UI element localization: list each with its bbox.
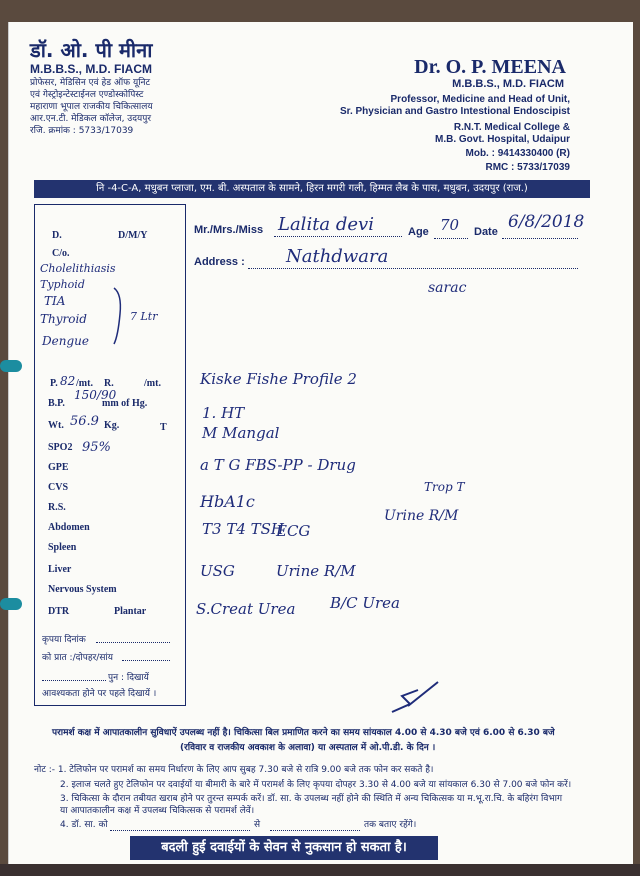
weight-unit: Kg. (104, 420, 120, 431)
followup-time-label: को प्रात :/दोपहर/सांय (42, 653, 113, 663)
bracket-mark (112, 286, 128, 346)
patient-address-value: Nathdwara (286, 246, 389, 267)
spo2-label: SPO2 (48, 442, 73, 453)
rx-line: HbA1c (200, 492, 255, 511)
address-label: Address : (194, 256, 245, 268)
rx-line: 1. HT (202, 404, 245, 422)
english-line: Professor, Medicine and Head of Unit, (390, 94, 570, 105)
cvs-label: CVS (48, 482, 69, 493)
binder-ring (0, 360, 22, 372)
patient-age-value: 70 (440, 216, 460, 234)
liver-label: Liver (48, 564, 72, 575)
background-strip (0, 864, 640, 876)
footer-note: या आपातकालीन कक्ष में उपलब्ध चिकित्सक से परामर्श लेवें। (60, 806, 255, 816)
complaint-duration: 7 Ltr (130, 310, 158, 323)
visit-date-value: 6/8/2018 (508, 212, 585, 232)
d-label: D. (52, 230, 62, 241)
rx-line: M Mangal (202, 424, 280, 442)
footer-rule (110, 830, 250, 831)
rx-line: USG (200, 562, 235, 580)
hindi-line: प्रोफेसर, मेडिसिन एवं हेड ऑफ यूनिट (30, 78, 151, 88)
weight-value: 56.9 (70, 414, 99, 429)
abdomen-label: Abdomen (48, 522, 90, 533)
complaint-text: Cholelithiasis (40, 262, 116, 275)
doctor-degrees-english: M.B.B.S., M.D. FIACM (452, 78, 564, 90)
doctor-name-hindi: डॉ. ओ. पी मीना (30, 38, 153, 62)
bp-value: 150/90 (74, 388, 117, 402)
rx-line: a T G FBS-PP - Drug (200, 456, 356, 474)
footer-note: 4. डॉ. सा. को (60, 820, 108, 830)
followup-need-label: आवश्यकता होने पर पहले दिखायें । (42, 689, 157, 699)
pulse-label: P. (50, 378, 58, 389)
rx-line: Urine R/M (276, 562, 356, 580)
followup-time-rule (122, 660, 170, 661)
footer-note: तक बताए रहेंगे। (364, 820, 417, 830)
binder-ring (0, 598, 22, 610)
followup-date-label: कृपया दिनांक (42, 635, 86, 645)
weight-label: Wt. (48, 420, 64, 431)
plantar-label: Plantar (114, 606, 147, 617)
clinic-address-bar: नि -4-C-A, मधुबन प्लाजा, एम. बी. अस्पताल के सामने, हिरन मगरी गली, हिम्मत लैब के पास, मधुबन, उदयपुर (राज.) (34, 180, 590, 198)
patient-name-value: Lalita devi (278, 214, 374, 235)
nervous-label: Nervous System (48, 584, 117, 595)
gpe-label: GPE (48, 462, 69, 473)
complaint-text: Thyroid (40, 312, 87, 326)
pulse-value: 82 (60, 374, 76, 388)
hindi-line: रजि. क्रमांक : 5733/17039 (30, 126, 134, 136)
footer-line: (रविवार व राजकीय अवकाश के अलावा) या अस्पताल में ओ.पी.डी. के दिन । (180, 743, 436, 753)
rx-line: B/C Urea (330, 594, 400, 612)
resp-label: R. (104, 378, 114, 389)
handwritten-note: sarac (428, 280, 467, 296)
rmc-number: RMC : 5733/17039 (485, 162, 570, 173)
hindi-line: आर.एन.टी. मेडिकल कॉलेज, उदयपुर (30, 114, 152, 124)
spo2-value: 95% (82, 440, 111, 455)
complaint-text: Typhoid (40, 278, 85, 291)
dtr-label: DTR (48, 606, 70, 617)
rs-label: R.S. (48, 502, 66, 513)
pulse-unit: /mt. (76, 378, 93, 389)
warning-banner: बदली हुई दवाईयों के सेवन से नुकसान हो सकता है। (130, 836, 438, 860)
address-rule (248, 268, 578, 269)
footer-note: 3. चिकित्सा के दौरान तबीयत खराब होने पर तुरन्त सम्पर्क करें। डॉ. सा. के उपलब्ध नहीं होने की स्थिति में अन्य चिकित्सक या म.भू.रा.चि. के बहिरंग विभाग (60, 794, 563, 804)
spleen-label: Spleen (48, 542, 77, 553)
temp-label: T (160, 422, 167, 433)
doctor-signature (388, 676, 442, 720)
age-label: Age (408, 226, 429, 238)
rx-line: ECG (276, 522, 311, 540)
doctor-name-english: Dr. O. P. MEENA (414, 56, 566, 78)
footer-line: परामर्श कक्ष में आपातकालीन सुविधाऐं उपलब्ध नहीं है। चिकित्सा बिल प्रमाणित करने का समय सांयकाल 4.00 से 4.30 बजे एवं 6.00 से 6.30 बजे (52, 728, 555, 738)
rx-note-right: Trop T (424, 480, 465, 494)
date-label: Date (474, 226, 498, 238)
doctor-degrees-hindi-side: M.B.B.S., M.D. FIACM (30, 62, 152, 76)
mobile-number: Mob. : 9414330400 (R) (465, 148, 570, 159)
dmy-label: D/M/Y (118, 230, 148, 241)
followup-show-rule (42, 680, 106, 681)
date-rule (502, 238, 578, 239)
name-label: Mr./Mrs./Miss (194, 224, 264, 236)
rx-line: S.Creat Urea (196, 600, 296, 618)
complaint-text: Dengue (42, 334, 89, 348)
footer-note: 2. इलाज चलते हुए टेलिफोन पर दवाईयों या बीमारी के बारे में परामर्श के लिए कृपया दोपहर 3.30 से 4.00 बजे या सांयकाल 6.30 से 7.00 बजे फोन करें। (60, 780, 572, 790)
name-rule (274, 236, 402, 237)
complaint-text: TIA (44, 294, 66, 308)
followup-show-label: पुन : दिखायें (108, 673, 149, 683)
english-line: Sr. Physician and Gastro Intestional Endoscipist (339, 106, 570, 117)
age-rule (434, 238, 468, 239)
english-line: R.N.T. Medical College & (453, 122, 570, 133)
footer-note: से (254, 820, 261, 830)
co-label: C/o. (52, 248, 70, 259)
rx-line: T3 T4 TSH (202, 520, 284, 538)
resp-unit: /mt. (144, 378, 161, 389)
hindi-line: महाराणा भूपाल राजकीय चिकित्सालय (30, 102, 153, 112)
english-line: M.B. Govt. Hospital, Udaipur (434, 134, 570, 145)
bp-label: B.P. (48, 398, 65, 409)
followup-date-rule (96, 642, 170, 643)
rx-line: Kiske Fishe Profile 2 (200, 370, 357, 388)
footer-note: नोट :- 1. टेलिफोन पर परामर्श का समय निर्धारण के लिए आप सुबह 7.30 बजे से रात्रि 9.00 बजे तक फोन कर सकते है। (34, 765, 434, 775)
bp-unit: mm of Hg. (102, 398, 148, 409)
hindi-line: एवं गेस्ट्रोइन्टेस्टाईनल एण्डोस्कोपिस्ट (30, 90, 144, 100)
footer-rule (270, 830, 360, 831)
rx-note-right: Urine R/M (384, 508, 459, 524)
